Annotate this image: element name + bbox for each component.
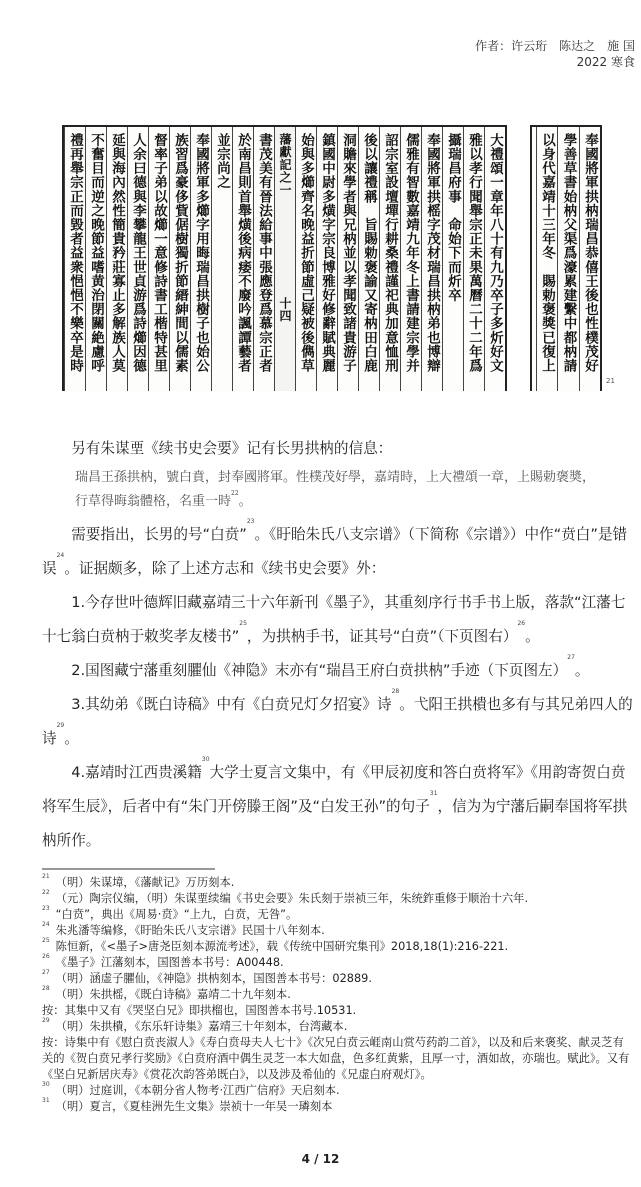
- body-paragraph: [42, 654, 634, 688]
- scan-text-column: 族習爲豪侈貲倨樹獨折節縉紳間以儒素: [169, 127, 190, 391]
- footnote-text: 按：其集中又有《哭坚白兄》即拱榴也，国图善本书号.10531.: [42, 1004, 357, 1017]
- footnote-number: 23: [42, 905, 50, 912]
- footnote-divider: [42, 868, 215, 870]
- footnote-ref[interactable]: 25: [239, 620, 247, 627]
- paragraph-text: 需要指出，长男的号“白贲”: [71, 526, 247, 543]
- footnote-ref[interactable]: 31: [429, 790, 438, 797]
- footnote-text: 陈恒新，《<墨子>唐尧臣刻本源流考述》，载《传统中国研究集刊》2018,18(1):216-221.: [55, 940, 509, 953]
- scan-text-column: 奉國將軍拱枘瑞昌恭僖王後也性樸茂好: [579, 127, 601, 391]
- paragraph-text: 。弋阳王拱樻也多有与其兄弟四人的诗: [42, 696, 633, 747]
- footnote-ref[interactable]: 27: [567, 654, 575, 661]
- paragraph-text: 。: [525, 628, 540, 645]
- body-paragraph: [42, 518, 634, 586]
- footnote-text: （明）夏言，《夏桂洲先生文集》崇祯十一年吴一璘刻本: [55, 1100, 333, 1113]
- footnote-ref[interactable]: 23: [246, 518, 255, 525]
- footnote-number: 26: [42, 953, 50, 960]
- footnote-number: 25: [42, 937, 50, 944]
- header-date: 2022 寒食: [576, 55, 635, 69]
- paragraph-text: 4.嘉靖时江西贵溪籍: [71, 764, 202, 781]
- scan-text-column: 延與海內然性簡貴矜莊寡止多解族人莫: [106, 127, 127, 391]
- footnote-number: 28: [42, 985, 50, 992]
- footnote-ref[interactable]: 30: [201, 756, 210, 763]
- scan-text-column: 不奮目而逆之晚節益嗜黄治閉關絶慮呼: [85, 127, 106, 391]
- header-authors: 作者：许云珩 陈达之 施 国: [475, 39, 635, 53]
- paragraph-text: ，为拱枘手书，证其号“白贲”（下页图右）: [246, 628, 518, 645]
- footnote: [42, 1099, 634, 1115]
- footnote-ref[interactable]: 22: [231, 490, 239, 497]
- footnote-text: （明）朱拱榣，《既白诗稿》嘉靖二十九年刻本.: [55, 988, 291, 1001]
- page-header: [475, 38, 635, 70]
- paragraph-text: 3.其幼弟《既白诗稿》中有《白贲兄灯夕招宴》诗: [71, 696, 392, 713]
- scan-fold-column: 藩獻記之一 十四: [274, 127, 295, 391]
- body-paragraph: [42, 756, 634, 858]
- quote-line: 瑞昌王孫拱枘，號白賁，封奉國將軍。性樸茂好學，嘉靖時，上大禮頌一章，上賜勅褒奬，: [75, 470, 596, 485]
- scan-text-column: 攝瑞昌府事 命始下而炘卒: [442, 127, 463, 391]
- main-text: [42, 432, 634, 858]
- quote-text: 。: [238, 494, 252, 509]
- scan-text-column: 洞贍來學者與兄枘並以孝聞致諸貴游子: [337, 127, 358, 391]
- scanned-book-image: [62, 125, 622, 391]
- scan-text-column: 學善草書始枘父渠爲濠累建繫中都枘請: [557, 127, 579, 391]
- scan-text-column: 始與多㸅齊名晚益折節虛己疑被後儁草: [295, 127, 316, 391]
- footnote-number: 27: [42, 969, 50, 976]
- scan-text-column: 大禮頌一章年八十有九乃卒子多炘好文: [484, 127, 505, 391]
- footnote-text: （明）朱谋墇，《藩献记》万历刻本.: [55, 876, 235, 889]
- footnote-ref[interactable]: 28: [391, 688, 400, 695]
- scan-text-column: 禮再舉宗正而毀者益衆悒悒不樂卒是時: [64, 127, 85, 391]
- scan-text-column: 後以讓禮稱 旨賜勅褒諭又寄枘田白鹿: [358, 127, 379, 391]
- footnote-number: 21: [42, 873, 50, 880]
- footnote-text: 朱兆潘等编修，《盱眙朱氏八支宗谱》民国十八年刻本.: [55, 924, 325, 937]
- footnote-text: （明）涵虚子臞仙，《神隐》拱枘刻本，国图善本书号：02889.: [55, 972, 372, 985]
- intro-paragraph: 另有朱谋垔《续书史会要》记有长男拱枘的信息：: [71, 440, 393, 457]
- scan-side-panel: [530, 125, 602, 391]
- paragraph-text: 。: [64, 730, 79, 747]
- paragraph-text: 2.国图藏宁藩重刻臞仙《神隐》末亦有“瑞昌王府白贲拱枘”手迹（下页图左）: [71, 662, 568, 679]
- footnote: [42, 955, 634, 971]
- paragraph-text: 。证据颇多，除了上述方志和《续书史会要》外：: [64, 560, 386, 577]
- body-paragraph: [42, 688, 634, 756]
- scan-text-column: 人余曰德與李攀龍王世貞游爲詩㸅因德: [127, 127, 148, 391]
- footnote-number: 24: [42, 921, 50, 928]
- quote-line: [75, 490, 634, 514]
- footnote-text: （明）过庭训，《本朝分省人物考·江西广信府》天启刻本.: [55, 1084, 340, 1097]
- scan-text-column: 於南昌則首舉熿後病痿不廢吟諷譚藝者: [232, 127, 253, 391]
- scan-text-column: 奉國將軍拱榣字茂材瑞昌拱枘弟也博辯: [421, 127, 442, 391]
- paragraph-text: 。: [574, 662, 590, 679]
- scan-text-column: 書茂美有晉法給事中張應登爲慕宗正者: [253, 127, 274, 391]
- footnote-text: “白贲”，典出《周易·贲》“上九，白贲，无咎”。: [55, 908, 298, 921]
- scan-text-column: 以身代嘉靖十三年冬 賜勅褒獎已復上: [536, 127, 558, 391]
- footnote: [42, 923, 634, 939]
- footnote: [42, 1083, 634, 1099]
- footnote-number: 29: [42, 1017, 50, 1024]
- footnote-ref[interactable]: 26: [517, 620, 526, 627]
- evidence-paragraphs: [42, 518, 634, 858]
- paragraph-text: 。《盱眙朱氏八支宗谱》（下简称《宗谱》）中作“贲白”是错误: [42, 526, 628, 577]
- paragraph-text: 1.今存世叶德辉旧藏嘉靖三十六年新刊《墨子》，其重刻序行书手书上版，落款“江藩七十七翁白贲枘于敕奖孝友楼书”: [42, 594, 626, 645]
- footnote-number: 31: [42, 1097, 50, 1104]
- footnote: [42, 1019, 634, 1035]
- footnote-text: 按：诗集中有《慰白贲丧淑人》《寿白贲母夫人七十》《次兄白贲云崕南山赏芍药韵二首》，以及和后来褒奖、献灵芝有关的《贺白贲兄孝行奖励》《白贲府酒中偶生灵芝一本大如盘，色多红黄紫，且厚一寸，酒如故，亦瑞也。赋此》。又有《坚白兄新居庆寿》《赏花次韵答弟既白》，以及涉及希仙的《兄虚白府观灯》。: [42, 1036, 630, 1081]
- footnote: [42, 875, 634, 891]
- footnote-ref[interactable]: 24: [56, 552, 65, 559]
- scan-text-column: 並宗尚之: [211, 127, 232, 391]
- quote-text: 行草得晦翁體格，名重一時: [75, 494, 232, 509]
- body-paragraph: [42, 586, 634, 654]
- scan-main-panel: [62, 125, 507, 391]
- scan-text-column: 奉國將軍多㸅字用晦瑞昌拱樹子也始公: [190, 127, 211, 391]
- figure-note-number: 21: [606, 377, 615, 385]
- footnote: [42, 891, 634, 907]
- page-number: 4 / 12: [301, 1152, 340, 1166]
- scan-text-column: 雅以孝行聞舉宗正未果萬曆二十二年爲: [463, 127, 484, 391]
- footnote-ref[interactable]: 29: [56, 722, 65, 729]
- footnote-text: 《墨子》江藩刻本，国图善本书号：A00448.: [55, 956, 284, 969]
- block-quote: [75, 466, 634, 514]
- footnote-remark: [42, 1003, 634, 1019]
- footnote: [42, 971, 634, 987]
- footnote: [42, 907, 634, 923]
- scan-text-column: 鎮國中尉多熿字宗良博雅好修辭賦典麗: [316, 127, 337, 391]
- page-content: [42, 432, 634, 1187]
- footnote-number: 30: [42, 1081, 50, 1088]
- footnote-text: （元）陶宗仪编，（明）朱谋垔续编《书史会要》朱氏刻于崇祯三年，朱统鈼重修于顺治十六年.: [55, 892, 529, 905]
- footnote-number: 22: [42, 889, 50, 896]
- footnote-remark: [42, 1035, 634, 1083]
- scan-text-column: 儒雅有智數嘉靖九年冬上書請建宗學并: [400, 127, 421, 391]
- scan-text-column: 督率子弟以故㸅一意修詩書工楷特甚里: [148, 127, 169, 391]
- footnote: [42, 987, 634, 1003]
- scan-text-column: 詔宗室設壇墠行耕桑禮謹祀典加意恤刑: [379, 127, 400, 391]
- paragraph-text: 大学士夏言文集中，有《甲辰初度和答白贲将军》《用韵寄贺白贲将军生辰》，后者中有“朱门开傍滕王阁”及“白发王孙”的句子: [42, 764, 626, 815]
- footnotes: [42, 875, 634, 1115]
- footnote: [42, 939, 634, 955]
- paragraph-text: ，信为为宁藩后嗣奉国将军拱枘所作。: [42, 798, 628, 849]
- footnote-text: （明）朱拱樻，《东乐轩诗集》嘉靖三十年刻本，台湾藏本.: [55, 1020, 348, 1033]
